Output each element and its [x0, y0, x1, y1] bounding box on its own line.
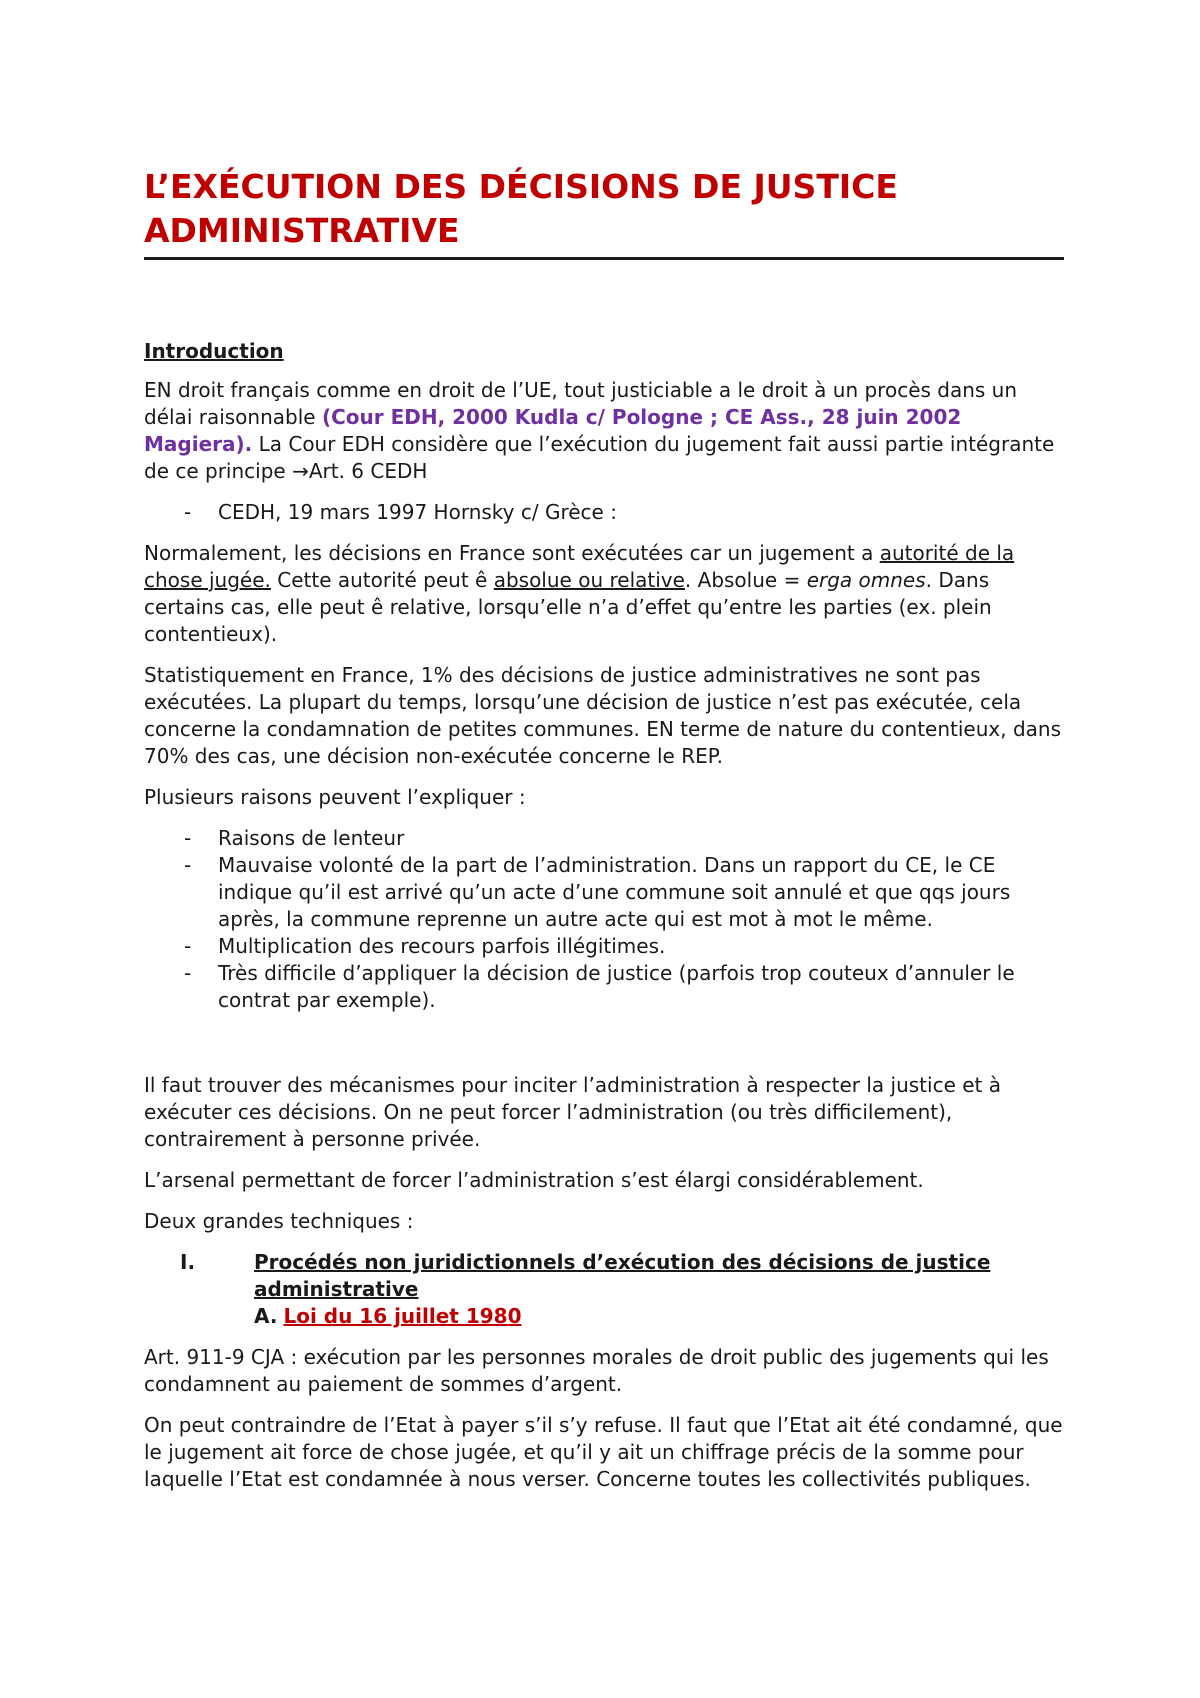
dash-bullet: -: [184, 826, 192, 850]
paragraph-text: . Dans certains cas, elle peut ê relative, lorsqu’elle n’a d’effet qu’entre les parties (ex. plein contentieux).: [144, 568, 992, 646]
introduction-heading: Introduction: [144, 339, 284, 363]
dash-list-cedh: [144, 499, 1064, 526]
paragraph-text: EN droit français comme en droit de l’UE, tout justiciable a le droit à un procès dans un délai raisonnable: [144, 378, 1018, 429]
italic-term: erga omnes: [806, 568, 926, 592]
dash-list-raisons: [144, 825, 1064, 1014]
list-item-text: Très difficile d’appliquer la décision de justice (parfois trop couteux d’annuler le contrat par exemple).: [218, 961, 1015, 1012]
paragraph-autorite: [144, 540, 1064, 648]
subsection-heading-a: [144, 1303, 1064, 1330]
underlined-term: autorité de la chose jugée.: [144, 541, 1015, 592]
list-item-text: Multiplication des recours parfois illégitimes.: [218, 934, 666, 958]
paragraph-text: . Absolue =: [684, 568, 807, 592]
document-content: [144, 165, 1064, 1493]
dash-bullet: -: [184, 934, 192, 958]
paragraph-art-911-9: Art. 911-9 CJA : exécution par les personnes morales de droit public des jugements qui les condamnent au paiement de sommes d’argent.: [144, 1345, 1049, 1396]
paragraph-text: La Cour EDH considère que l’exécution du jugement fait aussi partie intégrante de ce principe →Art. 6 CEDH: [144, 432, 1055, 483]
subsection-letter: A.: [254, 1304, 278, 1328]
underlined-term: absolue ou relative: [493, 568, 685, 592]
paragraph-arsenal: L’arsenal permettant de forcer l’administration s’est élargi considérablement.: [144, 1168, 924, 1192]
dash-bullet: -: [184, 853, 192, 877]
list-item: [144, 960, 1064, 1014]
list-item: [144, 933, 1064, 960]
section-number: I.: [180, 1250, 196, 1274]
paragraph-mecanismes: Il faut trouver des mécanismes pour inciter l’administration à respecter la justice et à exécuter ces décisions. On ne peut forcer l’administration (ou très difficilement), contrairement à personne privée.: [144, 1073, 1002, 1151]
list-item: [144, 852, 1064, 933]
blank-space: [144, 1014, 1064, 1072]
paragraph-text: Cette autorité peut ê: [270, 568, 494, 592]
paragraph-statistiques: Statistiquement en France, 1% des décisions de justice administratives ne sont pas exécutées. La plupart du temps, lorsqu’une décision de justice n’est pas exécutée, cela concerne la condamnation de petites communes. EN terme de nature du contentieux, dans 70% des cas, une décision non-exécutée concerne le REP.: [144, 663, 1062, 768]
paragraph-text: Normalement, les décisions en France sont exécutées car un jugement a: [144, 541, 880, 565]
subsection-title: Loi du 16 juillet 1980: [283, 1304, 522, 1328]
case-citation: (Cour EDH, 2000 Kudla c/ Pologne ; CE Ass., 28 juin 2002 Magiera).: [144, 405, 962, 456]
paragraph-raisons: Plusieurs raisons peuvent l’expliquer :: [144, 785, 526, 809]
paragraph-contraindre: On peut contraindre de l’Etat à payer s’il s’y refuse. Il faut que l’Etat ait été condamné, que le jugement ait force de chose jugée, et qu’il y ait un chiffrage précis de la somme pour laquelle l’Etat est condamnée à nous verser. Concerne toutes les collectivités publiques.: [144, 1413, 1063, 1491]
document-title: L’EXÉCUTION DES DÉCISIONS DE JUSTICE ADMINISTRATIVE: [144, 165, 1064, 260]
dash-bullet: -: [184, 961, 192, 985]
paragraph-techniques: Deux grandes techniques :: [144, 1209, 414, 1233]
list-item-text: CEDH, 19 mars 1997 Hornsky c/ Grèce :: [218, 500, 617, 524]
dash-bullet: -: [184, 500, 192, 524]
paragraph-intro: [144, 377, 1064, 485]
list-item-text: Mauvaise volonté de la part de l’administration. Dans un rapport du CE, le CE indique qu’il est arrivé qu’un acte d’une commune soit annulé et que qqs jours après, la commune reprenne un autre acte qui est mot à mot le même.: [218, 853, 1011, 931]
list-item-text: Raisons de lenteur: [218, 826, 405, 850]
section-heading-1: [144, 1249, 1064, 1303]
list-item: [144, 825, 1064, 852]
section-title: Procédés non juridictionnels d’exécution des décisions de justice administrative: [254, 1250, 991, 1301]
list-item: [144, 499, 1064, 526]
